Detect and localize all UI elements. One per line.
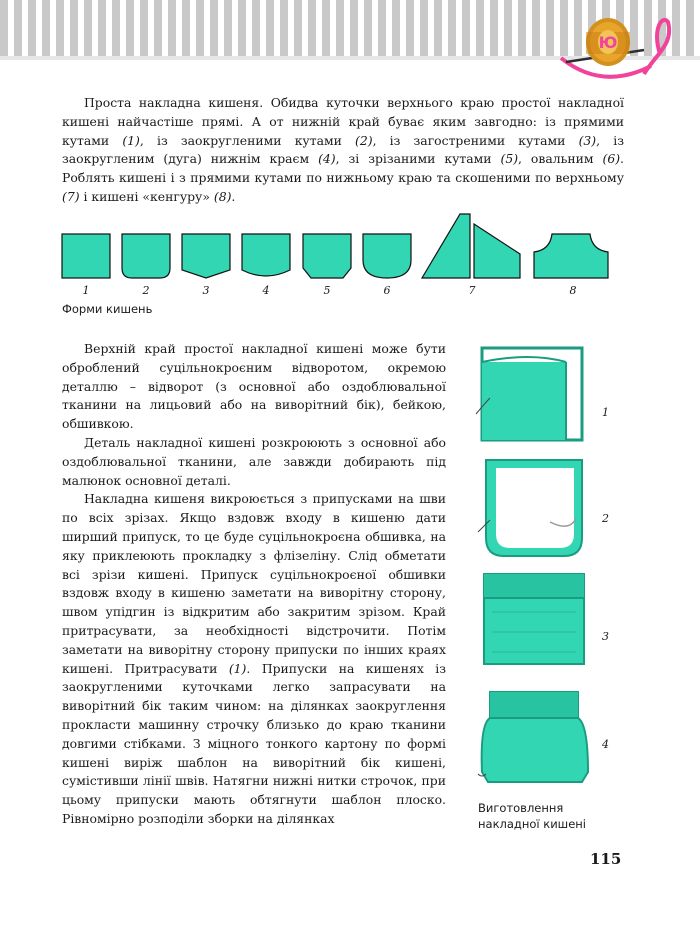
pocket-shape-2 (122, 234, 170, 278)
intro-ref: (8) (213, 188, 232, 204)
pocket-shape-3 (182, 234, 230, 278)
body-text-span: Накладна кишеня викроюється з припусками на шви по всіх зрізах. Якщо вздовж входу в кишеню дати ширший припуск, то це буде суцільнокроєна обшивка, на яку приклеюють прокладку з флізеліну. Слід обметати всі зрізи кишені. Припуск суцільнокроєної обшивки вздовж входу в кишеню заметати на виворітну сторону, швом упідгин із відкритим або закритим зрізом. Край притрасувати, за необхідності відстрочити. Потім заметати на виворітну сторону припуски по інших краях кишені. Притрасувати (62, 491, 446, 676)
intro-ref: (3) (578, 132, 597, 148)
intro-text: Проста накладна кишеня. Обидва куточки верхнього краю простої накладної кишені найчастіше прямі. А от нижній край буває яким завгодно: із прямими кутами (62, 95, 624, 148)
shapes-caption: Форми кишень (62, 302, 153, 316)
body-paragraph-2: Деталь накладної кишені розкроюють з основної або оздоблювальної тканини, але завжди добирають під малюнок основної деталі. (62, 434, 446, 488)
shape-label: 4 (262, 284, 270, 297)
shape-label: 5 (323, 284, 331, 297)
pocket-shape-1 (62, 234, 110, 278)
intro-ref: (6) (602, 151, 621, 167)
shape-label: 8 (569, 284, 577, 297)
shape-label: 1 (82, 284, 90, 297)
shape-label: 6 (383, 284, 391, 297)
intro-ref: (4) (318, 151, 336, 167)
pocket-shape-4 (242, 234, 290, 276)
intro-text: , зі зрізаними кутами (335, 151, 501, 167)
intro-text: , із заокругленим (дуга) нижнім краєм (62, 132, 624, 167)
figure-label: 1 (602, 406, 609, 419)
shape-label: 2 (142, 284, 150, 297)
step-2-illustration (478, 460, 582, 556)
intro-text: і кишені «кенгуру» (79, 188, 214, 204)
badge-letter: Ю (598, 33, 618, 52)
figure-label: 2 (602, 512, 609, 525)
intro-ref: (7) (62, 188, 80, 204)
figure-caption-line: Виготовлення (478, 801, 564, 815)
intro-paragraph (62, 94, 624, 207)
pocket-making-figure (470, 342, 620, 802)
intro-ref: (1) (122, 132, 140, 148)
thread-spool-icon (556, 14, 686, 88)
body-text (62, 340, 446, 829)
intro-text: , із заокругленими кутами (139, 132, 356, 148)
shape-label: 3 (202, 284, 210, 297)
pocket-shape-6 (363, 234, 411, 278)
body-paragraph-3 (62, 490, 446, 828)
pocket-shape-8 (534, 234, 608, 278)
intro-text: . (231, 188, 236, 204)
figure-caption-line: накладної кишені (478, 817, 586, 831)
shape-label: 7 (468, 284, 476, 297)
page-number: 115 (590, 850, 622, 868)
intro-ref: (5) (500, 151, 519, 167)
body-paragraph-1: Верхній край простої накладної кишені може бути оброблений суцільнокроєним відворотом, окремою деталлю – відворот (з основної або оздоблювальної тканини на лицьовий або на виворітний бік), бейкою, обшивкою. (62, 341, 446, 432)
figure-label: 4 (602, 738, 609, 751)
step-1-illustration (476, 348, 582, 440)
pocket-shape-5 (303, 234, 351, 278)
pocket-shape-7 (422, 214, 520, 278)
figure-label: 3 (602, 630, 609, 643)
intro-text: , овальним (518, 151, 603, 167)
intro-text: , із загостреними кутами (372, 132, 579, 148)
body-text-span: . Припуски на кишенях із заокругленими куточками легко запрасувати на виворітний бік таким чином: на ділянках заокруглення прокласти машинну строчку близько до краю тканини довгими стібками. З міцного тонкого картону по формі кишені виріж шаблон на виворітний бік кишені, сумістивши лінії швів. Натягни нижні нитки строчок, при цьому припуски мають обтягнути шаблон плоско. Рівномірно розподіли зборки на ділянках (62, 660, 446, 826)
step-4-illustration (478, 692, 588, 782)
figure-caption (478, 800, 586, 832)
step-3-illustration (484, 574, 584, 664)
body-ref: (1) (228, 660, 247, 676)
intro-text: . Роблять кишені і з прямими кутами по нижньому краю та скошеними по верхньому (62, 151, 624, 186)
intro-ref: (2) (355, 132, 373, 148)
